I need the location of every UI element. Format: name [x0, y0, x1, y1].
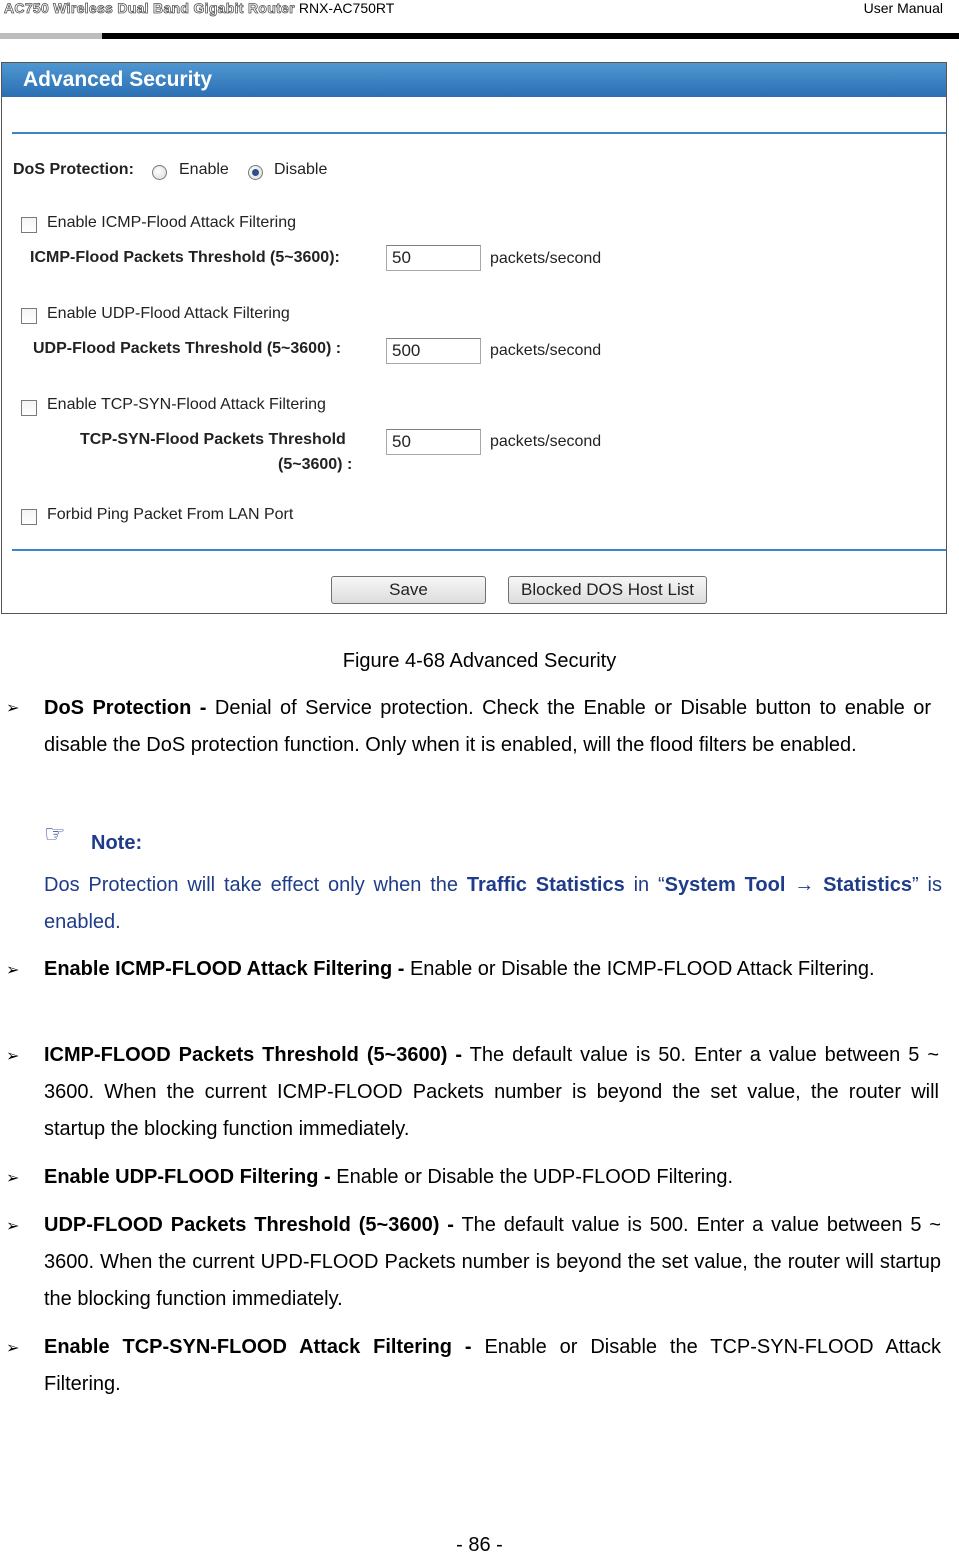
- blocked-dos-host-list-button[interactable]: Blocked DOS Host List: [508, 576, 707, 604]
- note-bold-1: Traffic Statistics: [466, 874, 625, 896]
- bullet-icon: ➢: [6, 962, 20, 979]
- item-term: Enable UDP-FLOOD Filtering -: [44, 1166, 331, 1188]
- figure-caption: Figure 4-68 Advanced Security: [342, 650, 617, 672]
- icmp-threshold-label: ICMP-Flood Packets Threshold (5~3600):: [30, 249, 340, 266]
- item-term: UDP-FLOOD Packets Threshold (5~3600) -: [44, 1214, 454, 1236]
- document-header-product: [4, 0, 394, 16]
- page-number: - 86 -: [456, 1534, 503, 1556]
- note-text-1: Dos Protection will take effect only when the: [44, 874, 459, 896]
- advanced-security-panel: [1, 62, 947, 614]
- udp-flood-checkbox[interactable]: [21, 308, 37, 324]
- tcp-syn-flood-enable-label: Enable TCP-SYN-Flood Attack Filtering: [47, 396, 326, 413]
- item-enable-tcp: [44, 1329, 941, 1403]
- note-bold-2: System Tool → Statistics: [664, 874, 913, 896]
- item-desc: The default value is 500. Enter a value between 5 ~ 3600. When the current UPD-FLOOD Packets number is beyond the set value, the router will startup the blocking function immediately.: [44, 1214, 941, 1310]
- udp-threshold-input[interactable]: [386, 338, 481, 364]
- item-desc: Enable or Disable the UDP-FLOOD Filtering.: [336, 1166, 734, 1188]
- bullet-icon: ➢: [6, 1170, 20, 1187]
- tcp-threshold-input[interactable]: [386, 429, 481, 455]
- item-udp-threshold: [44, 1207, 941, 1318]
- tcp-threshold-label-line1: TCP-SYN-Flood Packets Threshold: [80, 431, 346, 448]
- buttons-divider: [12, 549, 946, 551]
- icmp-flood-enable-label: Enable ICMP-Flood Attack Filtering: [47, 214, 296, 231]
- note-text-3: ” is enabled.: [44, 874, 942, 933]
- item-desc: Enable or Disable the TCP-SYN-FLOOD Attack Filtering.: [44, 1336, 941, 1395]
- bullet-icon: ➢: [6, 1048, 20, 1065]
- note-label: Note:: [91, 832, 143, 854]
- panel-title-bar: [2, 63, 946, 97]
- tcp-syn-flood-checkbox[interactable]: [21, 400, 37, 416]
- dos-enable-label[interactable]: Enable: [179, 161, 229, 178]
- item-dos-protection: [44, 690, 931, 764]
- tcp-threshold-label-line2: (5~3600) :: [278, 456, 353, 473]
- icmp-threshold-input[interactable]: [386, 245, 481, 271]
- icmp-unit-label: packets/second: [490, 250, 602, 267]
- item-term: Enable ICMP-FLOOD Attack Filtering -: [44, 958, 405, 980]
- dos-disable-label[interactable]: Disable: [274, 161, 328, 178]
- item-desc: Denial of Service protection. Check the Enable or Disable button to enable or disable the DoS protection function. Only when it is enabled, will the flood filters be enabled.: [44, 697, 932, 756]
- item-desc: Enable or Disable the ICMP-FLOOD Attack Filtering.: [409, 958, 875, 980]
- forbid-ping-label: Forbid Ping Packet From LAN Port: [47, 506, 294, 523]
- dos-enable-radio[interactable]: [152, 165, 167, 180]
- header-rule-black: [102, 33, 959, 39]
- udp-unit-label: packets/second: [490, 342, 602, 359]
- model-name: RNX-AC750RT: [298, 0, 395, 16]
- pointing-hand-icon: ☞: [44, 821, 66, 848]
- item-enable-udp: [44, 1159, 931, 1196]
- item-term: DoS Protection -: [44, 697, 207, 719]
- title-divider: [12, 132, 946, 134]
- note-text: [44, 867, 942, 941]
- save-button[interactable]: Save: [331, 576, 486, 604]
- udp-threshold-label: UDP-Flood Packets Threshold (5~3600) :: [33, 340, 342, 357]
- item-desc: The default value is 50. Enter a value between 5 ~ 3600. When the current ICMP-FLOOD Packets number is beyond the set value, the router will startup the blocking function immediately.: [44, 1044, 940, 1140]
- product-name: AC750 Wireless Dual Band Gigabit Router: [4, 0, 295, 16]
- bullet-icon: ➢: [6, 1218, 20, 1235]
- tcp-unit-label: packets/second: [490, 433, 602, 450]
- item-icmp-threshold: [44, 1037, 939, 1148]
- dos-disable-radio[interactable]: [248, 165, 263, 180]
- icmp-flood-checkbox[interactable]: [21, 217, 37, 233]
- panel-title: Advanced Security: [23, 68, 213, 91]
- dos-protection-label: DoS Protection:: [13, 161, 134, 178]
- note-text-2: in “: [633, 874, 665, 896]
- udp-flood-enable-label: Enable UDP-Flood Attack Filtering: [47, 305, 290, 322]
- manual-label: User Manual: [863, 0, 943, 16]
- bullet-icon: ➢: [6, 700, 20, 717]
- item-term: Enable TCP-SYN-FLOOD Attack Filtering -: [44, 1336, 472, 1358]
- item-term: ICMP-FLOOD Packets Threshold (5~3600) -: [44, 1044, 463, 1066]
- forbid-ping-checkbox[interactable]: [21, 509, 37, 525]
- item-enable-icmp: [44, 951, 931, 988]
- bullet-icon: ➢: [6, 1340, 20, 1357]
- header-rule-grey: [0, 33, 102, 39]
